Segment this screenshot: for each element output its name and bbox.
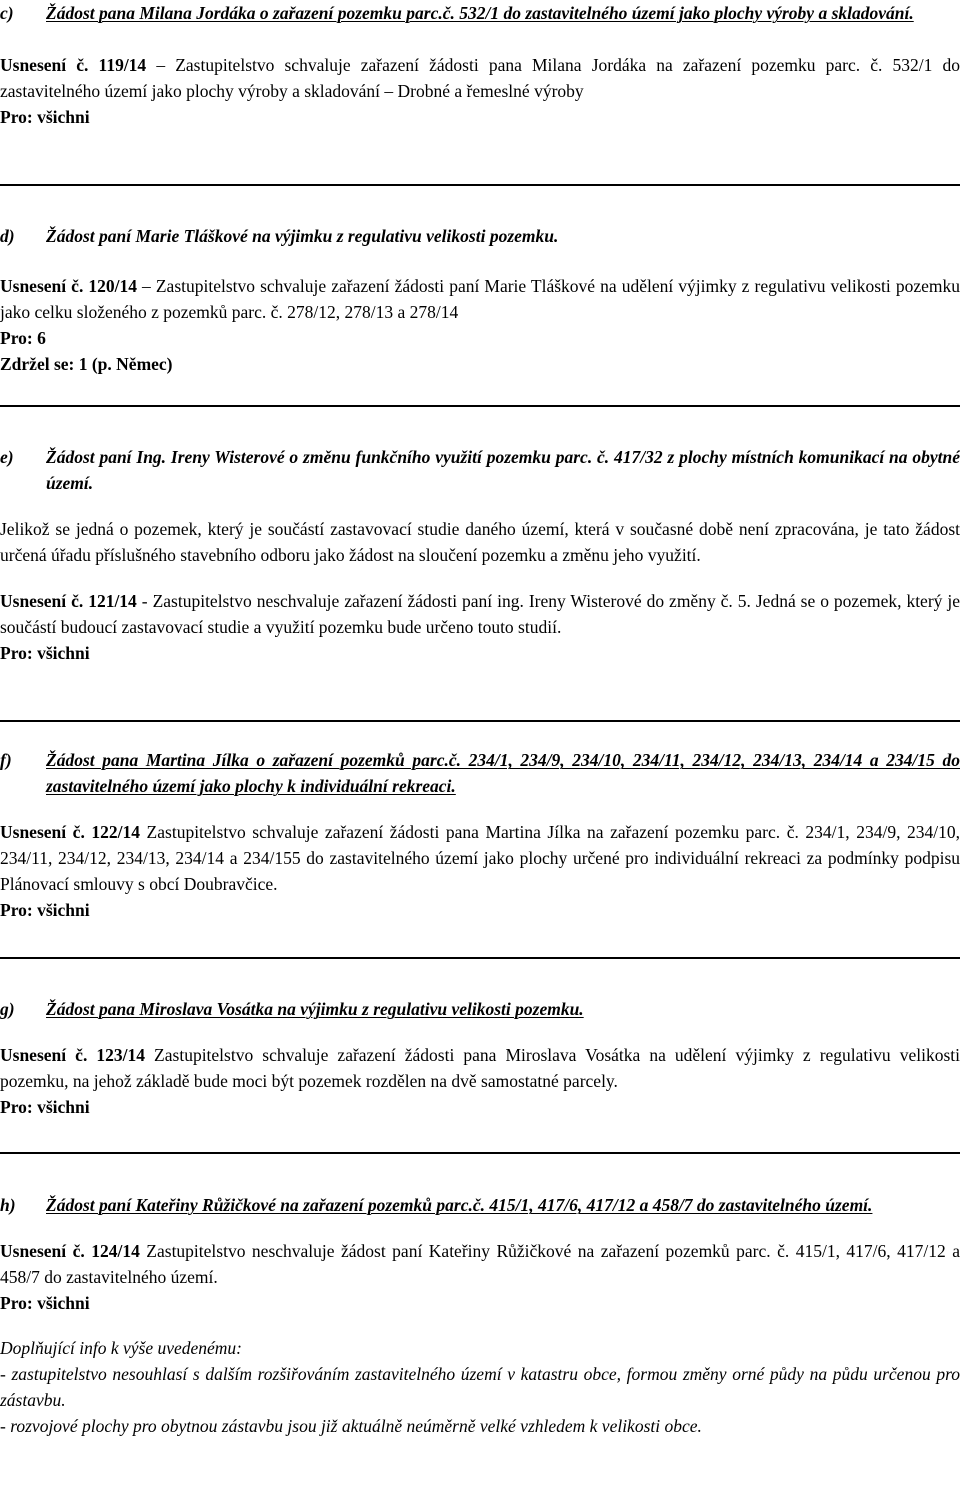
resolution-123 (0, 1042, 960, 1094)
resolution-number: Usnesení č. 119/14 (0, 55, 147, 75)
section-h-label: h) (0, 1195, 16, 1215)
section-h-title: Žádost paní Kateřiny Růžičkové na zařazení pozemků parc.č. 415/1, 417/6, 417/12 a 458/7 do zastavitelného území. (46, 1195, 873, 1215)
section-f-heading (0, 747, 960, 799)
additional-info-line: - zastupitelstvo nesouhlasí s dalším rozšiřováním zastavitelného území v katastru obce, formou změny orné půdy na půdu určenou pro zástavbu. (0, 1364, 960, 1410)
section-divider (0, 1152, 960, 1154)
section-d (0, 223, 960, 377)
section-g-heading (0, 996, 960, 1022)
resolution-text: Zastupitelstvo schvaluje zařazení žádosti pana Martina Jílka na zařazení pozemku parc. č. 234/1, 234/9, 234/10, 234/11, 234/12, 234/13, 234/14 a 234/155 do zastavitelného území jako plochy určené pro individuální rekreaci za podmínky podpisu Plánovací smlouvy s obcí Doubravčice. (0, 822, 960, 894)
resolution-122 (0, 819, 960, 897)
section-divider (0, 184, 960, 186)
additional-info-title: Doplňující info k výše uvedenému: (0, 1338, 242, 1358)
section-divider (0, 720, 960, 722)
section-f-label: f) (0, 750, 12, 770)
vote-result: Pro: 6 (0, 328, 46, 348)
section-f-title: Žádost pana Martina Jílka o zařazení pozemků parc.č. 234/1, 234/9, 234/10, 234/11, 234/12, 234/13, 234/14 a 234/15 do zastavitelného území jako plochy k individuální rekreaci. (46, 750, 960, 796)
vote-result: Pro: všichni (0, 643, 90, 663)
resolution-text: Zastupitelstvo neschvaluje žádost paní Kateřiny Růžičkové na zařazení pozemků parc. č. 415/1, 417/6, 417/12 a 458/7 do zastavitelného území. (0, 1241, 960, 1287)
section-c-heading (0, 0, 960, 26)
section-c (0, 0, 960, 130)
section-d-title: Žádost paní Marie Tláškové na výjimku z regulativu velikosti pozemku. (46, 226, 559, 246)
section-f (0, 747, 960, 923)
resolution-text: – Zastupitelstvo schvaluje zařazení žádosti paní Marie Tláškové na udělení výjimky z regulativu velikosti pozemku jako celku složeného z pozemků parc. č. 278/12, 278/13 a 278/14 (0, 276, 960, 322)
resolution-number: Usnesení č. 124/14 (0, 1241, 140, 1261)
section-e-heading (0, 444, 960, 496)
resolution-number: Usnesení č. 121/14 (0, 591, 137, 611)
resolution-121 (0, 588, 960, 640)
section-c-label: c) (0, 3, 14, 23)
section-e-label: e) (0, 447, 14, 467)
resolution-text: – Zastupitelstvo schvaluje zařazení žádosti pana Milana Jordáka na zařazení pozemku parc. č. 532/1 do zastavitelného území jako plochy výroby a skladování – Drobné a řemeslné výroby (0, 55, 960, 101)
section-h (0, 1192, 960, 1316)
resolution-text: Zastupitelstvo schvaluje zařazení žádosti pana Miroslava Vosátka na udělení výjimky z regulativu velikosti pozemku, na jehož základě bude moci být pozemek rozdělen na dvě samostatné parcely. (0, 1045, 960, 1091)
section-d-label: d) (0, 226, 15, 246)
additional-info (0, 1335, 960, 1439)
section-divider (0, 957, 960, 959)
vote-result: Pro: všichni (0, 1293, 90, 1313)
section-d-heading (0, 223, 960, 249)
section-c-title: Žádost pana Milana Jordáka o zařazení pozemku parc.č. 532/1 do zastavitelného území jako plochy výroby a skladování. (46, 3, 914, 23)
abstain-result: Zdržel se: 1 (p. Němec) (0, 354, 173, 374)
vote-result: Pro: všichni (0, 900, 90, 920)
section-h-heading (0, 1192, 960, 1218)
resolution-124 (0, 1238, 960, 1290)
resolution-number: Usnesení č. 120/14 (0, 276, 137, 296)
resolution-120 (0, 273, 960, 325)
resolution-text: - Zastupitelstvo neschvaluje zařazení žádosti paní ing. Ireny Wisterové do změny č. 5. Jedná se o pozemek, který je součástí budoucí zastavovací studie a využití pozemku bude určeno touto studií. (0, 591, 960, 637)
additional-info-line: - rozvojové plochy pro obytnou zástavbu jsou již aktuálně neúměrně velké vzhledem k velikosti obce. (0, 1416, 702, 1436)
resolution-number: Usnesení č. 123/14 (0, 1045, 145, 1065)
resolution-119 (0, 52, 960, 104)
section-g-title: Žádost pana Miroslava Vosátka na výjimku z regulativu velikosti pozemku. (46, 999, 584, 1019)
section-e (0, 444, 960, 666)
section-divider (0, 405, 960, 407)
section-e-body: Jelikož se jedná o pozemek, který je součástí zastavovací studie daného území, která v současné době není zpracována, je tato žádost určená úřadu příslušného stavebního odboru jako žádost na sloučení pozemku a změnu jeho využití. (0, 519, 960, 565)
section-g (0, 996, 960, 1120)
vote-result: Pro: všichni (0, 107, 90, 127)
resolution-number: Usnesení č. 122/14 (0, 822, 140, 842)
section-e-title: Žádost paní Ing. Ireny Wisterové o změnu funkčního využití pozemku parc. č. 417/32 z plochy místních komunikací na obytné území. (46, 447, 960, 493)
section-g-label: g) (0, 999, 15, 1019)
vote-result: Pro: všichni (0, 1097, 90, 1117)
